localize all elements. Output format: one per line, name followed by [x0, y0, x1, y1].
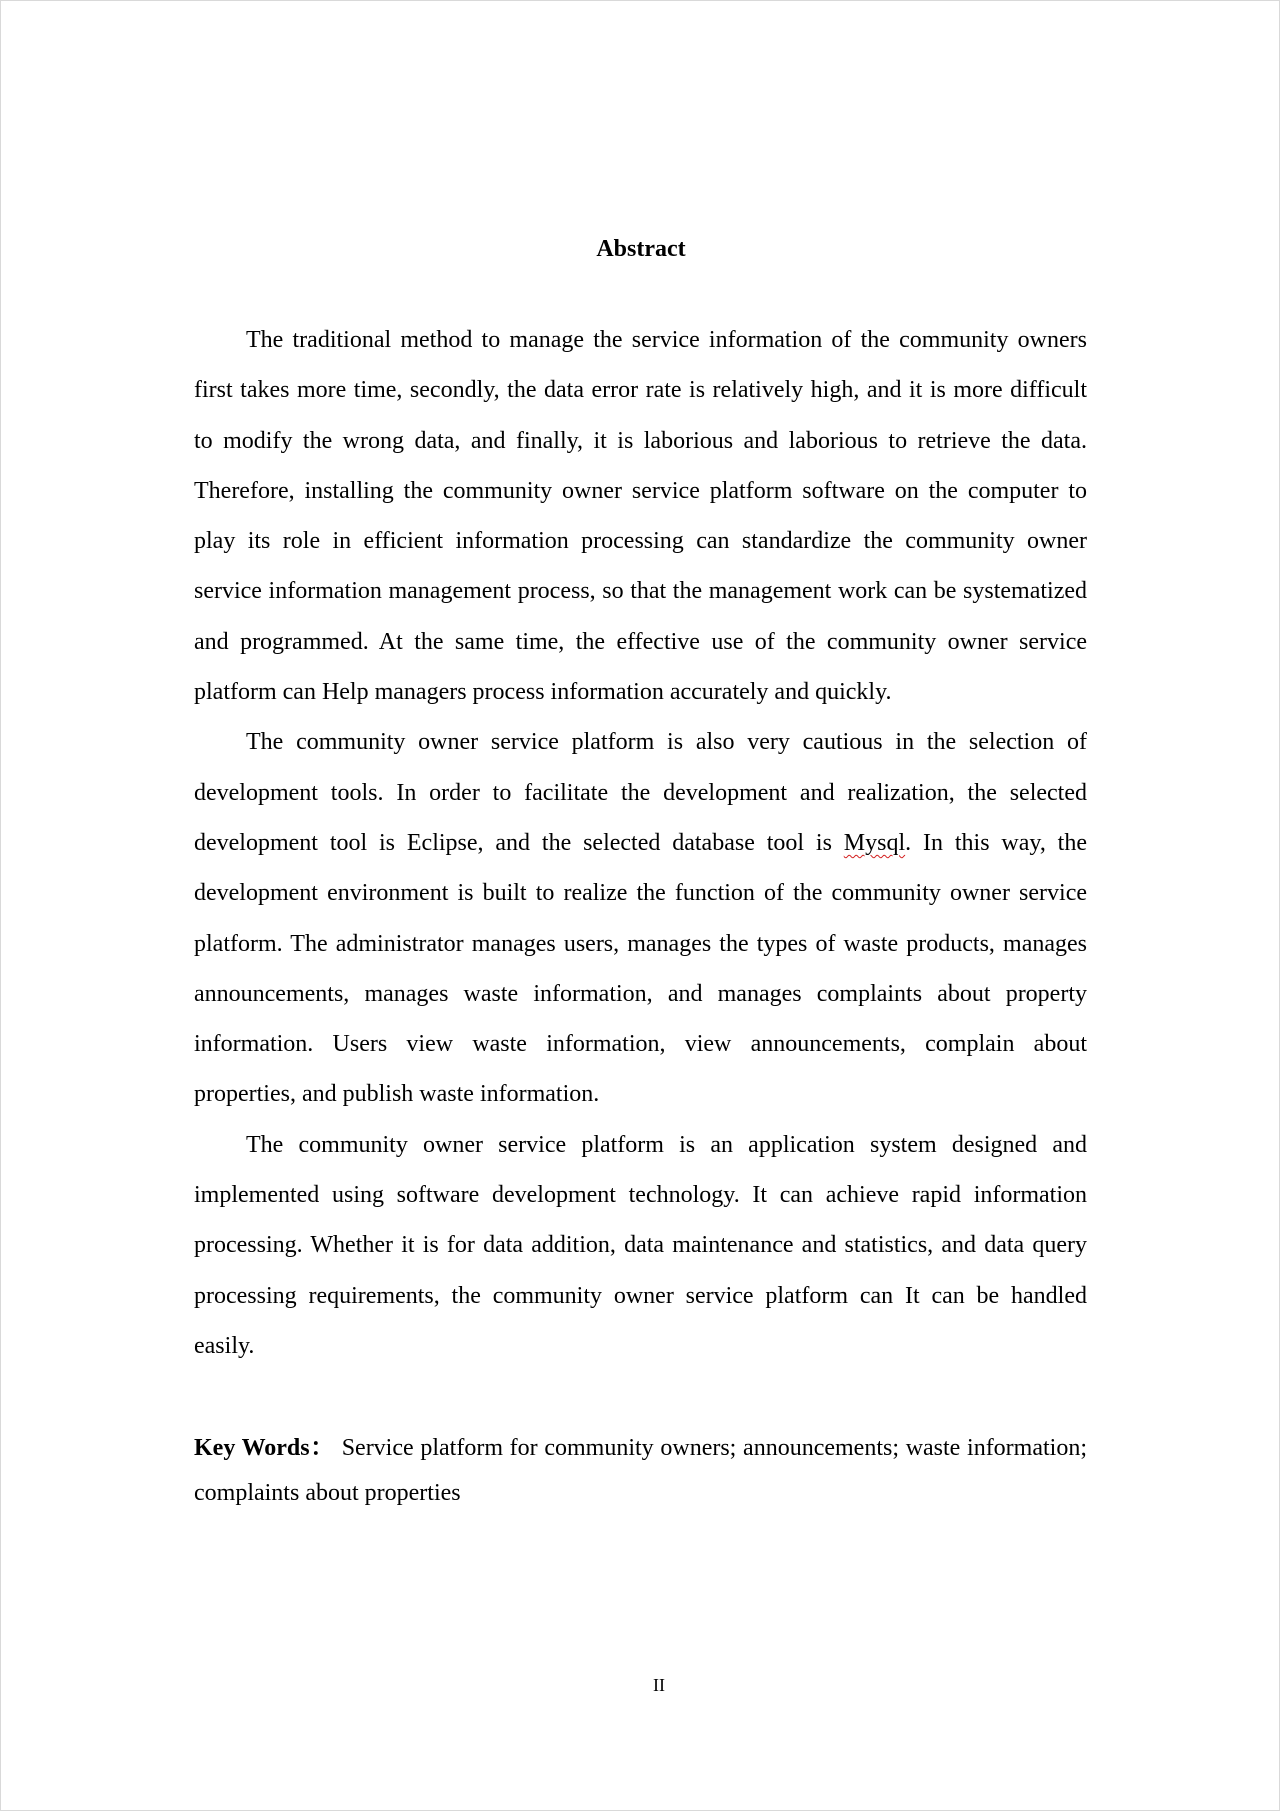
paragraph-2-text-end: . In this way, the development environment is built to realize the function of the community owner service platform. The administrator manages users, manages the types of waste products, manages announcements, manages waste information, and manages complaints about property information. Users view waste information, view announcements, complain about properties, and publish waste information. — [194, 829, 1087, 1108]
paragraph-1-text: The traditional method to manage the service information of the community owners first takes more time, secondly, the data error rate is relatively high, and it is more difficult to modify the wrong data, and finally, it is laborious and laborious to retrieve the data. Therefore, installing the community owner service platform software on the computer to play its role in efficient information processing can standardize the community owner service information management process, so that the management work can be systematized and programmed. At the same time, the effective use of the community owner service platform can Help managers process information accurately and quickly. — [194, 327, 1087, 706]
keywords-label: Key Words： — [194, 1435, 335, 1461]
abstract-paragraph-1 — [194, 315, 1087, 717]
spellcheck-flagged-word[interactable]: Mysql — [843, 829, 906, 856]
abstract-paragraph-2 — [194, 717, 1087, 1119]
abstract-body — [194, 315, 1087, 1371]
paragraph-3-text: The community owner service platform is an application system designed and implemented using software development technology. It can achieve rapid information processing. Whether it is for data addition, data maintenance and statistics, and data query processing requirements, the community owner service platform can It can be handled easily. — [194, 1131, 1087, 1359]
keywords-gap — [335, 1435, 342, 1461]
keywords-text: Service platform for community owners; announcements; waste information; complaints about properties — [194, 1435, 1088, 1506]
paragraph-2-text-start: The community owner service platform is also very cautious in the selection of development tools. In order to facilitate the development and realization, the selected development tool is Eclipse, and the selected database tool is — [194, 729, 1087, 856]
abstract-paragraph-3 — [194, 1120, 1087, 1371]
page-number: II — [653, 1675, 665, 1695]
abstract-title: Abstract — [596, 236, 686, 262]
keywords-line — [194, 1426, 1087, 1516]
